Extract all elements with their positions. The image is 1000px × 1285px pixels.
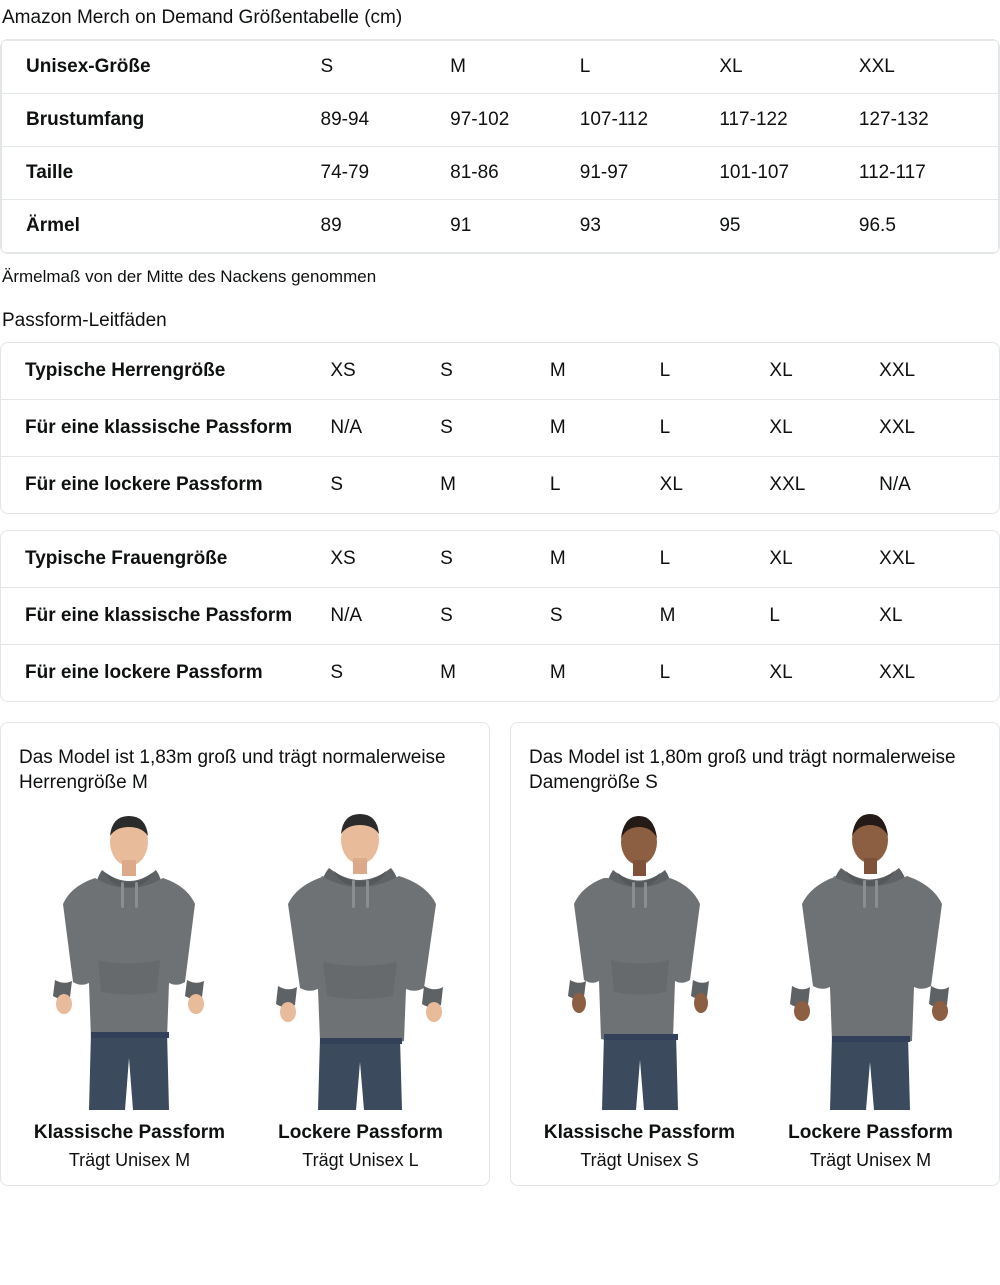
cell: M (550, 399, 660, 456)
cell: XXL (879, 661, 916, 683)
table-row (1, 343, 999, 400)
model-women-classic (529, 810, 750, 1171)
cell: 101-107 (719, 146, 859, 199)
model-title: Lockere Passform (278, 1122, 443, 1144)
cell: 89 (320, 214, 342, 236)
cell: L (769, 587, 879, 644)
men-fit-table (1, 343, 999, 513)
cell: 95 (719, 214, 741, 236)
model-men-classic (19, 810, 240, 1171)
cell: 93 (579, 214, 601, 236)
model-subtitle: Trägt Unisex L (302, 1150, 419, 1171)
model-card-caption: Das Model ist 1,83m groß und trägt normalerweise Herrengröße M (19, 746, 446, 794)
cell: L (659, 661, 671, 683)
cell: 112-117 (859, 146, 999, 199)
female-classic-hoodie-illustration (529, 810, 750, 1110)
cell: 96.5 (858, 214, 896, 236)
row-label: Typische Frauengröße (1, 531, 330, 588)
cell: L (660, 343, 770, 400)
cell: 91-97 (580, 146, 720, 199)
cell: N/A (879, 473, 911, 495)
cell: S (550, 587, 660, 644)
cell: 91 (450, 214, 472, 236)
cell: L (580, 40, 720, 93)
cell: XXL (879, 531, 999, 588)
cell: S (440, 343, 550, 400)
sleeve-note: Ärmelmaß von der Mitte des Nackens genommen (2, 266, 377, 286)
cell: XL (769, 399, 879, 456)
cell: XL (769, 531, 879, 588)
model-men-relaxed (250, 810, 471, 1171)
row-label: Für eine klassische Passform (1, 399, 330, 456)
cell: XXL (769, 473, 806, 495)
cell: L (660, 399, 770, 456)
cell: XL (769, 661, 793, 683)
model-figures (19, 810, 471, 1171)
cell: 74-79 (321, 146, 451, 199)
cell: S (321, 40, 451, 93)
table-row (2, 146, 999, 199)
model-title: Lockere Passform (788, 1122, 953, 1144)
table-row (1, 587, 999, 644)
row-label: Für eine lockere Passform (25, 473, 263, 495)
cell: S (440, 587, 550, 644)
table-row (2, 93, 999, 146)
cell: 117-122 (719, 93, 859, 146)
cell: 97-102 (450, 93, 580, 146)
model-cards (0, 722, 1000, 1186)
cell: S (330, 661, 344, 683)
row-label: Unisex-Größe (2, 40, 321, 93)
cell: S (440, 531, 550, 588)
size-table-container (0, 39, 1000, 254)
model-subtitle: Trägt Unisex M (68, 1150, 191, 1171)
page-title: Amazon Merch on Demand Größentabelle (cm) (2, 7, 403, 28)
cell: M (450, 40, 580, 93)
cell: XL (879, 587, 999, 644)
male-classic-hoodie-illustration (19, 810, 240, 1110)
cell: M (549, 661, 566, 683)
cell: 127-132 (859, 93, 999, 146)
cell: XL (769, 343, 879, 400)
model-card-women (510, 722, 1000, 1186)
table-row (1, 399, 999, 456)
cell: 107-112 (580, 93, 720, 146)
table-row (1, 644, 999, 701)
cell: M (550, 343, 660, 400)
cell: N/A (330, 399, 440, 456)
model-card-men (0, 722, 490, 1186)
men-fit-table-container (0, 342, 1000, 514)
cell: XL (719, 40, 859, 93)
table-row (1, 531, 999, 588)
cell: N/A (330, 587, 440, 644)
cell: M (440, 661, 456, 683)
cell: 81-86 (450, 146, 580, 199)
row-label: Brustumfang (2, 93, 321, 146)
model-subtitle: Trägt Unisex S (580, 1150, 699, 1171)
table-row (2, 40, 999, 93)
row-label: Typische Herrengröße (1, 343, 330, 400)
cell: M (550, 531, 660, 588)
row-label: Für eine klassische Passform (1, 587, 330, 644)
row-label: Für eine lockere Passform (25, 661, 263, 683)
cell: S (440, 399, 550, 456)
row-label: Ärmel (26, 214, 80, 236)
cell: XXL (879, 343, 999, 400)
cell: 89-94 (321, 93, 451, 146)
cell: XXL (859, 40, 999, 93)
model-women-relaxed (760, 810, 981, 1171)
cell: L (549, 473, 561, 495)
model-subtitle: Trägt Unisex M (809, 1150, 932, 1171)
model-title: Klassische Passform (543, 1122, 736, 1144)
table-row (2, 199, 999, 252)
cell: XS (330, 343, 440, 400)
row-label: Taille (2, 146, 321, 199)
cell: M (440, 473, 456, 495)
fit-guides-label: Passform-Leitfäden (2, 309, 167, 331)
cell: L (660, 531, 770, 588)
table-spacer (0, 514, 1000, 530)
cell: XXL (879, 399, 999, 456)
cell: S (330, 473, 344, 495)
female-relaxed-hoodie-illustration (760, 810, 981, 1110)
women-fit-table (1, 531, 999, 701)
size-table (1, 40, 999, 253)
cell: M (660, 587, 770, 644)
cell: XL (659, 473, 683, 495)
male-relaxed-hoodie-illustration (250, 810, 471, 1110)
model-figures (529, 810, 981, 1171)
cell: XS (330, 531, 440, 588)
table-row (1, 456, 999, 513)
women-fit-table-container (0, 530, 1000, 702)
model-title: Klassische Passform (33, 1122, 226, 1144)
model-card-caption: Das Model ist 1,80m groß und trägt normalerweise Damengröße S (529, 746, 956, 794)
